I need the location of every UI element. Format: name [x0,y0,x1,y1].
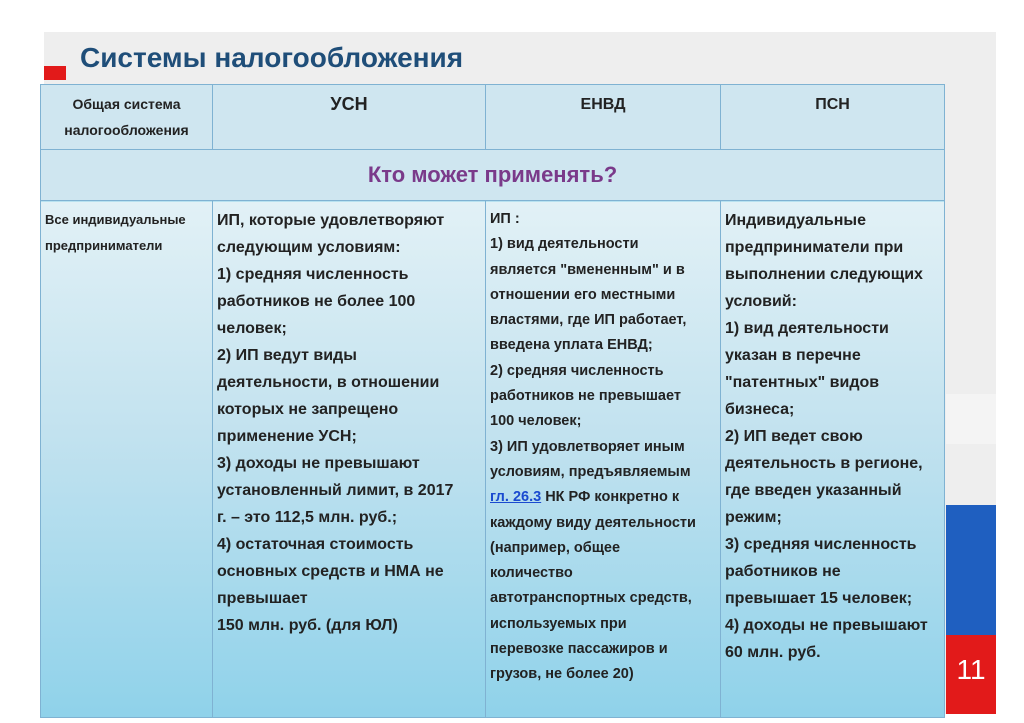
psn-line: бизнеса; [725,401,795,418]
usn-line: следующим условиям: [217,239,401,256]
envd-line: властями, где ИП работает, [490,312,687,329]
envd-line: работников не превышает [490,388,681,405]
psn-line: условий: [725,293,797,310]
envd-link-line [490,485,716,510]
flag-white-stripe [946,394,996,444]
usn-line: ИП, которые удовлетворяют [217,212,445,229]
psn-line: 4) доходы не превышают [725,617,928,634]
psn-line: Индивидуальные [725,212,866,229]
envd-line: каждому виду деятельности [490,514,696,531]
psn-line: "патентных" видов [725,374,880,391]
header-cell-usn [213,85,486,150]
body-row [41,201,945,718]
psn-line: работников не [725,563,841,580]
usn-line: применение УСН; [217,428,357,445]
usn-line: 150 млн. руб. (для ЮЛ) [217,617,398,634]
psn-line: режим; [725,509,782,526]
envd-line: 3) ИП удовлетворяет иным [490,438,685,455]
header-usn: УСН [330,94,368,114]
header-cell-psn [721,85,945,150]
osno-cell [41,201,213,718]
envd-line: 100 человек; [490,413,582,430]
header-envd: ЕНВД [580,96,626,113]
envd-line: ИП : [490,211,520,227]
usn-line: г. – это 112,5 млн. руб.; [217,509,398,526]
header-row [41,85,945,150]
psn-line: 60 млн. руб. [725,644,821,661]
header-cell-osno [41,85,213,150]
envd-line: является "вмененным" и в [490,261,685,278]
header-psn: ПСН [815,96,850,113]
subheader-cell [41,150,945,201]
psn-cell [721,201,945,718]
psn-line: указан в перечне [725,347,861,364]
usn-line: человек; [217,320,287,337]
usn-line: работников не более 100 [217,293,416,310]
envd-line: перевозке пассажиров и [490,641,668,658]
envd-line: введена уплата ЕНВД; [490,337,653,354]
usn-line: деятельности, в отношении [217,374,440,391]
psn-line: превышает 15 человек; [725,590,913,607]
usn-line: превышает [217,590,308,607]
psn-line: 2) ИП ведет свою [725,428,863,445]
usn-line: 1) средняя численность [217,266,409,283]
envd-line: автотранспортных средств, [490,590,692,607]
envd-line: 1) вид деятельности [490,236,639,253]
usn-line: установленный лимит, в 2017 [217,482,454,499]
header-osno-line: Общая система [72,96,181,112]
psn-line: деятельность в регионе, [725,455,923,472]
header-osno-line: налогообложения [64,122,189,138]
tax-code-chapter-link[interactable]: гл. 26.3 [490,489,542,506]
psn-line: где введен указанный [725,482,902,499]
envd-line: 2) средняя численность [490,362,664,379]
psn-line: 3) средняя численность [725,536,917,553]
subheader-text: Кто может применять? [367,162,618,187]
page-number: 11 [956,654,986,685]
envd-line: условиям, предъявляемым [490,463,691,480]
usn-line: основных средств и НМА не [217,563,444,580]
envd-line: (например, общее [490,539,621,556]
envd-line: грузов, не более 20) [490,666,634,683]
osno-line: предприниматели [45,238,163,253]
usn-cell [213,201,486,718]
usn-line: 4) остаточная стоимость [217,536,414,553]
psn-line: 1) вид деятельности [725,320,889,337]
slide-title: Системы налогообложения [80,42,464,73]
flag-blue-stripe [946,505,996,635]
envd-cell [486,201,721,718]
tax-systems-table [40,84,945,718]
osno-line: Все индивидуальные [45,212,186,227]
usn-line: 3) доходы не превышают [217,455,420,472]
psn-line: выполнении следующих [725,266,923,283]
title-accent-bar [44,66,66,80]
header-cell-envd [486,85,721,150]
envd-link-tail: НК РФ конкретно к [541,489,680,506]
subheader-row [41,150,945,201]
envd-line: отношении его местными [490,286,676,303]
envd-line: используемых при [490,615,627,632]
usn-line: 2) ИП ведут виды [217,347,357,364]
envd-line: количество [490,565,573,582]
usn-line: которых не запрещено [217,401,399,418]
psn-line: предприниматели при [725,239,904,256]
